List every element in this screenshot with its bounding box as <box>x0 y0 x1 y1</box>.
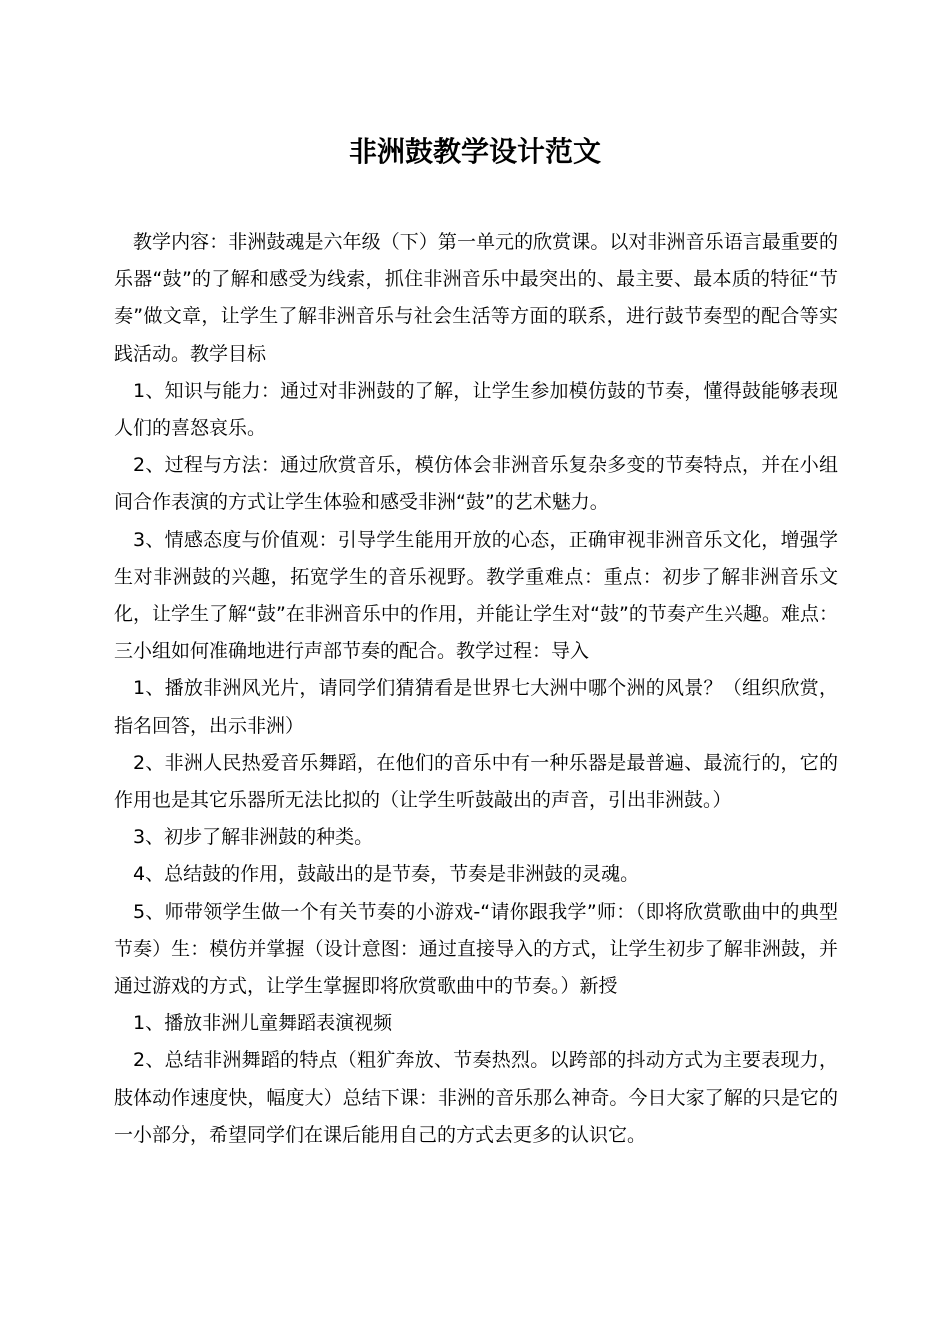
paragraph-new-step-1: 1、播放非洲儿童舞蹈表演视频 <box>133 1012 393 1035</box>
paragraph-intro-step-2: 2、非洲人民热爱音乐舞蹈，在他们的音乐中有一种乐器是最普遍、最流行的，它的作用也是其它乐器所无法比拟的（让学生听鼓敲出的声音，引出非洲鼓。） <box>114 751 838 812</box>
paragraph-intro-step-4: 4、总结鼓的作用，鼓敲出的是节奏，节奏是非洲鼓的灵魂。 <box>133 863 640 886</box>
paragraph-goal-knowledge: 1、知识与能力：通过对非洲鼓的了解，让学生参加模仿鼓的节奏，懂得鼓能够表现人们的喜怒哀乐。 <box>114 379 838 440</box>
document-title: 非洲鼓教学设计范文 <box>348 135 601 168</box>
paragraph-intro-step-5: 5、师带领学生做一个有关节奏的小游戏-“请你跟我学”师：（即将欣赏歌曲中的典型节奏）生：模仿并掌握（设计意图：通过直接导入的方式，让学生初步了解非洲鼓，并通过游戏的方式，让学生掌握即将欣赏歌曲中的节奏。）新授 <box>114 900 838 998</box>
paragraph-goal-emotion: 3、情感态度与价值观：引导学生能用开放的心态，正确审视非洲音乐文化，增强学生对非洲鼓的兴趣，拓宽学生的音乐视野。教学重难点：重点：初步了解非洲音乐文化，让学生了解“鼓”在非洲音乐中的作用，并能让学生对“鼓”的节奏产生兴趣。难点：三小组如何准确地进行声部节奏的配合。教学过程：导入 <box>114 528 838 663</box>
paragraph-intro: 教学内容：非洲鼓魂是六年级（下）第一单元的欣赏课。以对非洲音乐语言最重要的乐器“鼓”的了解和感受为线索，抓住非洲音乐中最突出的、最主要、最本质的特征“节奏”做文章，让学生了解非洲音乐与社会生活等方面的联系，进行鼓节奏型的配合等实践活动。教学目标 <box>114 231 838 365</box>
paragraph-new-step-2: 2、总结非洲舞蹈的特点（粗犷奔放、节奏热烈。以跨部的抖动方式为主要表现力，肢体动作速度快，幅度大）总结下课：非洲的音乐那么神奇。今日大家了解的只是它的一小部分，希望同学们在课后能用自己的方式去更多的认识它。 <box>114 1049 838 1146</box>
paragraph-intro-step-3: 3、初步了解非洲鼓的种类。 <box>133 826 374 849</box>
document-body <box>114 224 838 1154</box>
paragraph-goal-process: 2、过程与方法：通过欣赏音乐，模仿体会非洲音乐复杂多变的节奏特点，并在小组间合作表演的方式让学生体验和感受非洲“鼓”的艺术魅力。 <box>114 454 838 514</box>
paragraph-intro-step-1: 1、播放非洲风光片，请同学们猜猜看是世界七大洲中哪个洲的风景？（组织欣赏，指名回答，出示非洲） <box>114 677 838 737</box>
